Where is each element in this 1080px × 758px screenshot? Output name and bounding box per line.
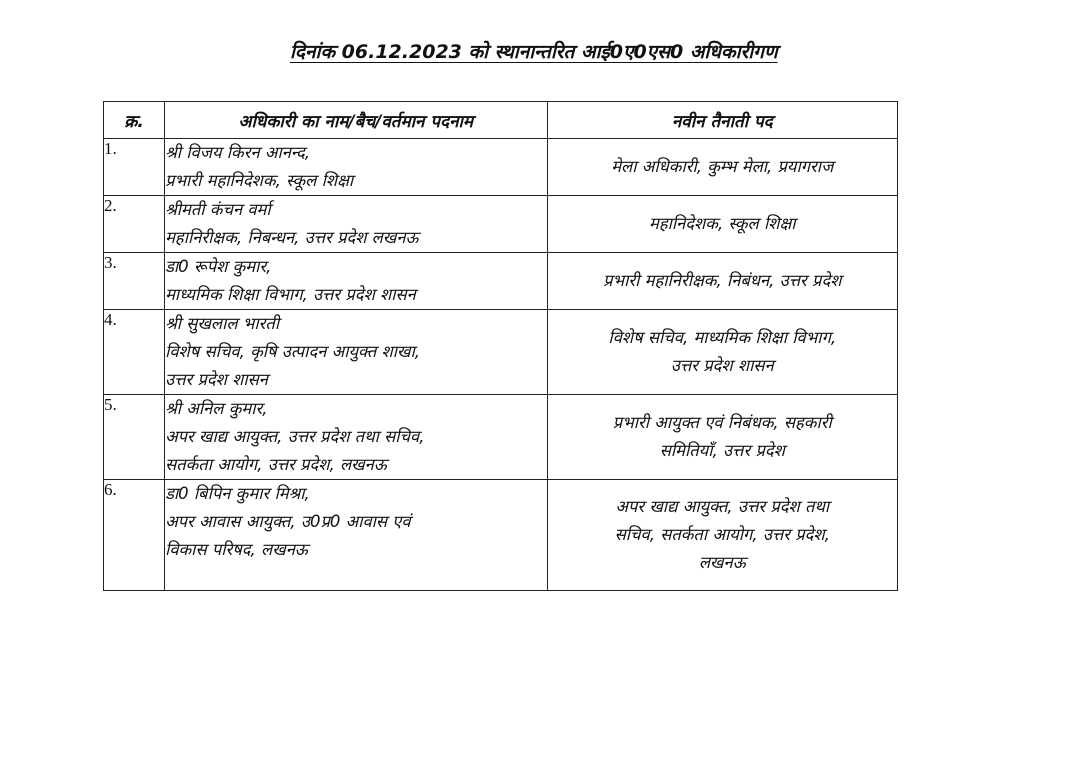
officer-designation-line: सतर्कता आयोग, उत्तर प्रदेश, लखनऊ (165, 455, 387, 474)
new-posting-cell (547, 480, 897, 591)
posting-line: सचिव, सतर्कता आयोग, उत्तर प्रदेश, (614, 525, 830, 544)
posting-line: मेला अधिकारी, कुम्भ मेला, प्रयागराज (611, 157, 834, 176)
serial-number-cell: 1. (104, 139, 165, 196)
officer-name-cell (165, 139, 547, 196)
officer-designation-line: विशेष सचिव, कृषि उत्पादन आयुक्त शाखा, (165, 342, 421, 361)
officer-designation-line: उत्तर प्रदेश शासन (165, 370, 268, 389)
table-row (104, 310, 898, 395)
officer-name-line: डा0 बिपिन कुमार मिश्रा, (165, 484, 310, 503)
officer-name-cell (165, 395, 547, 480)
table-row (104, 253, 898, 310)
officer-name-line: श्री अनिल कुमार, (165, 399, 268, 418)
officer-designation-line: अपर आवास आयुक्त, उ0प्र0 आवास एवं (165, 512, 411, 531)
posting-line: विशेष सचिव, माध्यमिक शिक्षा विभाग, (608, 328, 837, 347)
posting-line: उत्तर प्रदेश शासन (670, 356, 774, 375)
officer-designation-line: अपर खाद्य आयुक्त, उत्तर प्रदेश तथा सचिव, (165, 427, 425, 446)
officer-name-cell (165, 480, 547, 591)
officer-name-line: श्री सुखलाल भारती (165, 314, 280, 333)
page-title: दिनांक 06.12.2023 को स्थानान्तरित आई0ए0एस0 अधिकारीगण (290, 41, 778, 63)
officer-name-line: डा0 रूपेश कुमार, (165, 257, 272, 276)
posting-line: समितियाँ, उत्तर प्रदेश (659, 441, 785, 460)
officer-name-cell (165, 253, 547, 310)
table-header-row (104, 102, 898, 139)
officer-name-cell (165, 310, 547, 395)
new-posting-cell (547, 253, 897, 310)
officer-designation-line: विकास परिषद, लखनऊ (165, 540, 308, 559)
serial-number-cell: 6. (104, 480, 165, 591)
posting-line: प्रभारी आयुक्त एवं निबंधक, सहकारी (612, 413, 832, 432)
officer-designation-line: माध्यमिक शिक्षा विभाग, उत्तर प्रदेश शासन (165, 285, 416, 304)
table-row (104, 480, 898, 591)
serial-number-cell: 2. (104, 196, 165, 253)
serial-number-cell: 4. (104, 310, 165, 395)
posting-line: महानिदेशक, स्कूल शिक्षा (648, 214, 796, 233)
new-posting-cell (547, 196, 897, 253)
header-serial-number: क्र. (104, 102, 165, 139)
table-row (104, 196, 898, 253)
transfer-table (103, 101, 898, 591)
new-posting-cell (547, 395, 897, 480)
officer-designation-line: प्रभारी महानिदेशक, स्कूल शिक्षा (165, 171, 354, 190)
table-row (104, 395, 898, 480)
officer-name-cell (165, 196, 547, 253)
serial-number-cell: 3. (104, 253, 165, 310)
posting-line: प्रभारी महानिरीक्षक, निबंधन, उत्तर प्रदेश (603, 271, 842, 290)
table-row (104, 139, 898, 196)
header-officer-name: अधिकारी का नाम/बैच/वर्तमान पदनाम (165, 102, 547, 139)
officer-name-line: श्री विजय किरन आनन्द, (165, 143, 310, 162)
header-new-posting: नवीन तैनाती पद (547, 102, 897, 139)
new-posting-cell (547, 310, 897, 395)
posting-line: लखनऊ (698, 553, 746, 572)
officer-designation-line: महानिरीक्षक, निबन्धन, उत्तर प्रदेश लखनऊ (165, 228, 419, 247)
serial-number-cell: 5. (104, 395, 165, 480)
new-posting-cell (547, 139, 897, 196)
posting-line: अपर खाद्य आयुक्त, उत्तर प्रदेश तथा (615, 497, 830, 516)
officer-name-line: श्रीमती कंचन वर्मा (165, 200, 271, 219)
